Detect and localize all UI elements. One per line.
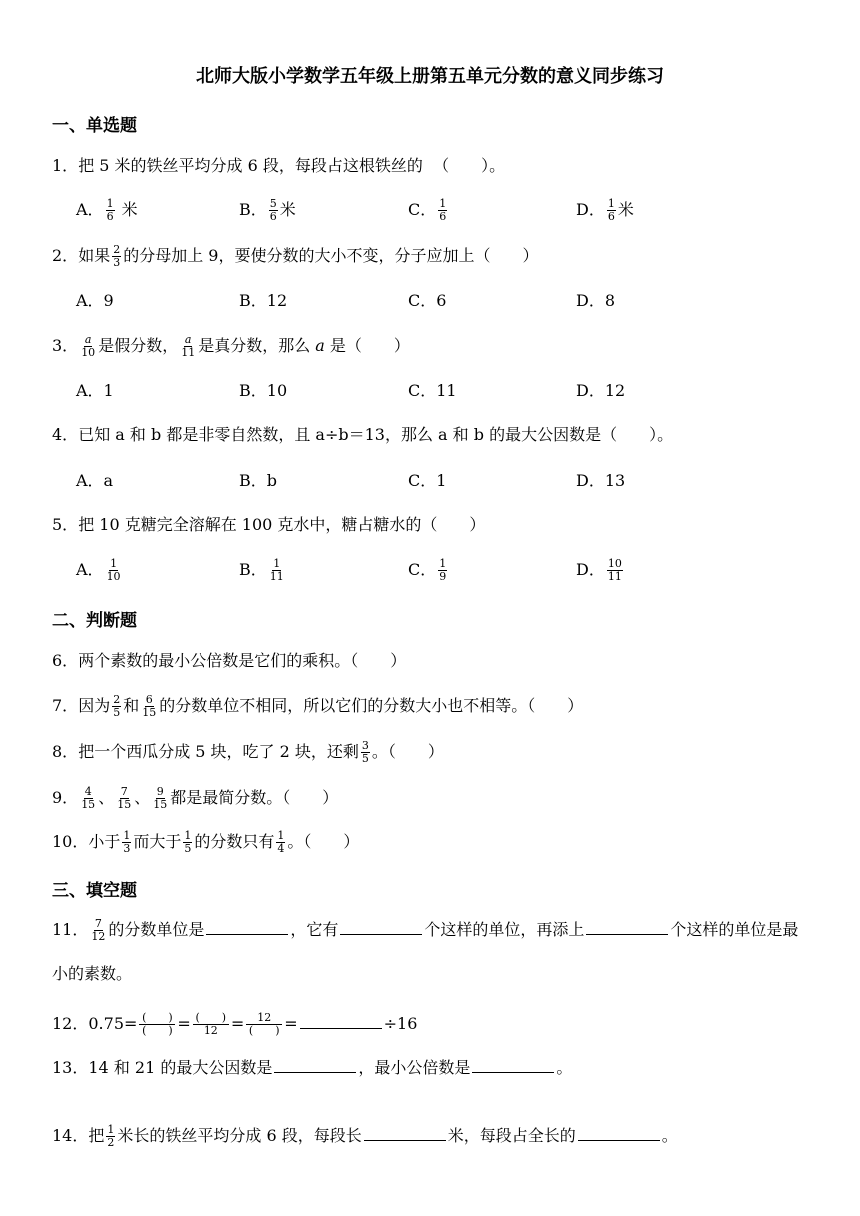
question-number: 1． — [52, 156, 79, 175]
page-title: 北师大版小学数学五年级上册第五单元分数的意义同步练习 — [196, 66, 664, 87]
option-c[interactable]: C．1 — [408, 471, 447, 490]
fraction: $\frac{1}{3}$ — [123, 829, 131, 855]
fraction: $\frac{7}{12}$ — [91, 917, 106, 943]
option-b[interactable]: B．12 — [239, 291, 288, 310]
option-a[interactable]: A．9 — [76, 291, 114, 310]
fraction-blank: $\frac{( )}{( )}$ — [139, 1012, 175, 1037]
fraction: $\frac{6}{15}$ — [142, 693, 157, 719]
answer-blank[interactable] — [300, 1012, 382, 1029]
question-2-options — [76, 290, 796, 316]
option-a[interactable]: A．1 — [76, 381, 114, 400]
question-3: 3． $\frac{a}{10}$ 是假分数， $\frac{a}{11}$ 是真分数，那么 a 是（ ） — [52, 333, 410, 359]
option-b[interactable]: B．b — [239, 471, 278, 490]
question-2: 2．如果 $\frac{2}{3}$ 的分母加上 9，要使分数的大小不变，分子应加上（ ） — [52, 243, 539, 269]
answer-paren: （ ）。 — [433, 156, 506, 175]
question-4-options — [76, 470, 796, 496]
question-5: 5．把 10 克糖完全溶解在 100 克水中，糖占糖水的（ ） — [52, 515, 486, 534]
fraction: $\frac{3}{5}$ — [361, 739, 369, 765]
answer-blank[interactable] — [206, 918, 288, 935]
fraction-blank: $\frac{( )}{12}$ — [193, 1012, 229, 1037]
fraction: $\frac{9}{15}$ — [153, 785, 168, 811]
fraction: $\frac{1}{4}$ — [277, 829, 285, 855]
option-c[interactable]: C． $\frac{1}{9}$ — [408, 557, 447, 583]
answer-blank[interactable] — [364, 1124, 446, 1141]
question-8: 8．把一个西瓜分成 5 块，吃了 2 块，还剩 $\frac{3}{5}$ 。（ ） — [52, 739, 444, 765]
fraction: $\frac{4}{15}$ — [81, 785, 96, 811]
section-heading-single-choice: 一、单选题 — [52, 116, 137, 136]
fraction: $\frac{a}{11}$ — [181, 333, 196, 359]
option-b[interactable]: B． $\frac{5}{6}$ 米 — [239, 197, 296, 223]
option-a[interactable]: A．a — [76, 471, 114, 490]
option-d[interactable]: D．12 — [576, 381, 626, 400]
answer-blank[interactable] — [578, 1124, 660, 1141]
question-12: 12．0.75= $\frac{( )}{( )}$ = $\frac{( )}{12}$ = $\frac{12}{( )}$ = ÷16 — [52, 1011, 418, 1037]
question-1-options — [76, 198, 796, 224]
answer-blank[interactable] — [586, 918, 668, 935]
option-c[interactable]: C．6 — [408, 291, 447, 310]
fraction: $\frac{a}{10}$ — [81, 333, 96, 359]
answer-blank[interactable] — [274, 1056, 356, 1073]
option-b[interactable]: B．10 — [239, 381, 288, 400]
question-14: 14．把 $\frac{1}{2}$ 米长的铁丝平均分成 6 段，每段长 米，每段占全长的 。 — [52, 1123, 678, 1149]
fraction: $\frac{2}{5}$ — [113, 693, 121, 719]
question-11: 11． $\frac{7}{12}$ 的分数单位是 ，它有 个这样的单位，再添上 个这样的单位是最小的素数。 — [52, 917, 799, 983]
question-10: 10．小于 $\frac{1}{3}$ 而大于 $\frac{1}{5}$ 的分数只有 $\frac{1}{4}$ 。（ ） — [52, 829, 360, 855]
option-d[interactable]: D．8 — [576, 291, 616, 310]
answer-blank[interactable] — [472, 1056, 554, 1073]
option-b[interactable]: B． $\frac{1}{11}$ — [239, 557, 284, 583]
fraction: $\frac{1}{2}$ — [107, 1123, 115, 1149]
question-5-options — [76, 558, 796, 584]
fraction: $\frac{7}{15}$ — [117, 785, 132, 811]
answer-blank[interactable] — [340, 918, 422, 935]
section-heading-fill-blank: 三、填空题 — [52, 881, 137, 901]
question-1 — [52, 155, 505, 177]
question-4: 4．已知 a 和 b 都是非零自然数，且 a÷b＝13，那么 a 和 b 的最大公因数是（ ）。 — [52, 425, 674, 444]
question-3-options — [76, 380, 796, 406]
question-13: 13．14 和 21 的最大公因数是 ，最小公倍数是 。 — [52, 1058, 573, 1077]
option-a[interactable]: A． $\frac{1}{10}$ — [76, 557, 121, 583]
question-6: 6．两个素数的最小公倍数是它们的乘积。（ ） — [52, 651, 407, 670]
fraction-blank: $\frac{12}{( )}$ — [246, 1012, 282, 1037]
option-a[interactable]: A． $\frac{1}{6}$ 米 — [76, 197, 138, 223]
fraction: $\frac{2}{3}$ — [113, 243, 121, 269]
question-9: 9． $\frac{4}{15}$ 、 $\frac{7}{15}$ 、 $\frac{9}{15}$ 都是最简分数。（ ） — [52, 785, 339, 811]
option-d[interactable]: D． $\frac{10}{11}$ — [576, 557, 622, 583]
fraction: $\frac{1}{5}$ — [184, 829, 192, 855]
section-heading-true-false: 二、判断题 — [52, 611, 137, 631]
question-text: 把 5 米的铁丝平均分成 6 段，每段占这根铁丝的 — [78, 156, 423, 175]
question-7: 7．因为 $\frac{2}{5}$ 和 $\frac{6}{15}$ 的分数单位不相同，所以它们的分数大小也不相等。（ ） — [52, 693, 584, 719]
option-d[interactable]: D． $\frac{1}{6}$ 米 — [576, 197, 634, 223]
option-c[interactable]: C．11 — [408, 381, 457, 400]
option-d[interactable]: D．13 — [576, 471, 626, 490]
option-c[interactable]: C． $\frac{1}{6}$ — [408, 197, 447, 223]
